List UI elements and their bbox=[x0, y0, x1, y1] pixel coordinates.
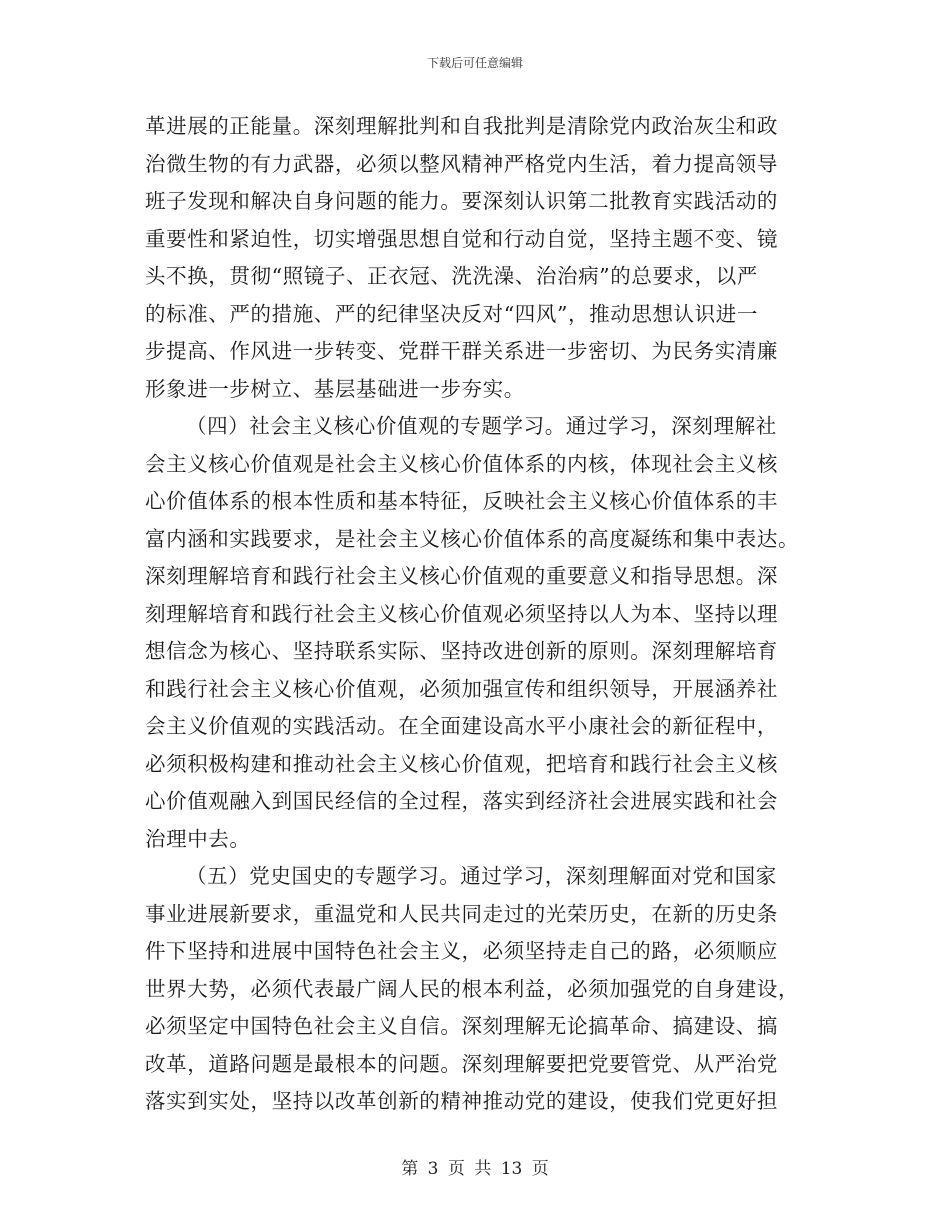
text-line: 形象进一步树立、基层基础进一步夯实。 bbox=[145, 376, 525, 401]
text-line: 重要性和紧迫性，切实增强思想自觉和行动自觉，坚持主题不变、镜 bbox=[145, 226, 778, 251]
text-line: 改革，道路问题是最根本的问题。深刻理解要把党要管党、从严治党 bbox=[145, 1051, 778, 1076]
text-line: 的标准、严的措施、严的纪律坚决反对“四风”，推动思想认识进一 bbox=[145, 301, 758, 326]
text-line: 想信念为核心、坚持联系实际、坚持改进创新的原则。深刻理解培育 bbox=[145, 639, 778, 663]
document-body bbox=[145, 108, 813, 1121]
text-line: 和践行社会主义核心价值观，必须加强宣传和组织领导，开展涵养社 bbox=[145, 676, 778, 701]
text-line: 会主义核心价值观是社会主义核心价值体系的内核，体现社会主义核 bbox=[145, 451, 778, 476]
page-number-footer: 第 3 页 共 13 页 bbox=[401, 1159, 549, 1179]
paragraph-first-line: （五）党史国史的专题学习。通过学习，深刻理解面对党和国家 bbox=[186, 864, 777, 888]
paragraph-first-line: （四）社会主义核心价值观的专题学习。通过学习，深刻理解社 bbox=[186, 414, 777, 438]
text-line: 件下坚持和进展中国特色社会主义，必须坚持走自己的路，必须顺应 bbox=[145, 939, 778, 963]
text-line: 步提高、作风进一步转变、党群干群关系进一步密切、为民务实清廉 bbox=[145, 339, 778, 363]
text-line: 富内涵和实践要求，是社会主义核心价值体系的高度凝练和集中表达。 bbox=[145, 526, 800, 551]
text-line: 心价值体系的根本性质和基本特征，反映社会主义核心价值体系的丰 bbox=[145, 489, 778, 513]
text-line: 必须积极构建和推动社会主义核心价值观，把培育和践行社会主义核 bbox=[145, 751, 778, 776]
text-line: 会主义价值观的实践活动。在全面建设高水平小康社会的新征程中， bbox=[145, 714, 778, 738]
text-line: 必须坚定中国特色社会主义自信。深刻理解无论搞革命、搞建设、搞 bbox=[145, 1014, 778, 1038]
text-line: 刻理解培育和践行社会主义核心价值观必须坚持以人为本、坚持以理 bbox=[145, 601, 778, 626]
text-line: 心价值观融入到国民经信的全过程，落实到经济社会进展实践和社会 bbox=[145, 789, 778, 813]
text-line: 治微生物的有力武器，必须以整风精神严格党内生活，着力提高领导 bbox=[145, 151, 778, 176]
text-line: 班子发现和解决自身问题的能力。要深刻认识第二批教育实践活动的 bbox=[145, 189, 778, 213]
text-line: 世界大势，必须代表最广阔人民的根本利益，必须加强党的自身建设， bbox=[145, 976, 800, 1001]
text-line: 落实到实处，坚持以改革创新的精神推动党的建设，使我们党更好担 bbox=[145, 1089, 778, 1113]
text-line: 事业进展新要求，重温党和人民共同走过的光荣历史，在新的历史条 bbox=[145, 901, 778, 926]
text-line: 革进展的正能量。深刻理解批判和自我批判是清除党内政治灰尘和政 bbox=[145, 114, 778, 138]
page-header-note: 下载后可任意编辑 bbox=[426, 56, 523, 70]
text-line: 头不换，贯彻“照镜子、正衣冠、洗洗澡、治治病”的总要求，以严 bbox=[145, 264, 758, 288]
text-line: 深刻理解培育和践行社会主义核心价值观的重要意义和指导思想。深 bbox=[145, 564, 778, 588]
text-line: 治理中去。 bbox=[145, 826, 251, 851]
